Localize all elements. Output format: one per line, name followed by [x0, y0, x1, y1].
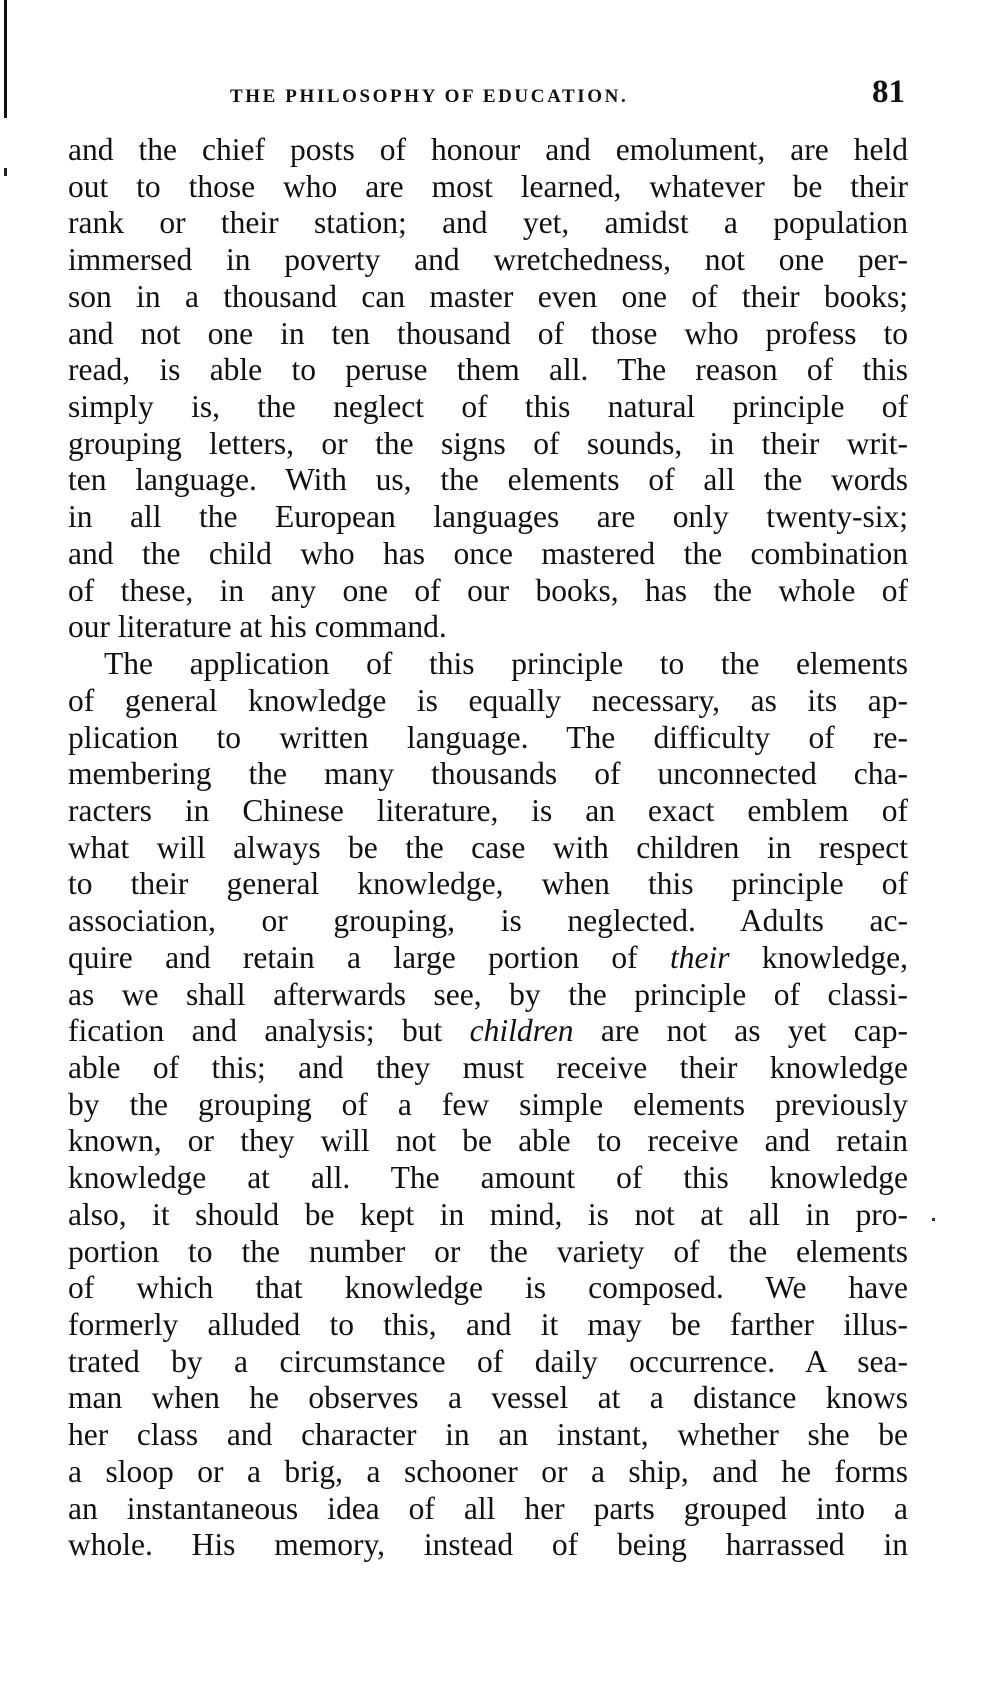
text-line-with-italic — [68, 1013, 908, 1050]
text-line: trated by a circumstance of daily occurrence. A sea- — [68, 1343, 908, 1379]
text-line: an instantaneous idea of all her parts grouped into a — [68, 1490, 908, 1526]
text-line: plication to written language. The difficulty of re- — [68, 719, 908, 755]
text-line: and the child who has once mastered the combination — [68, 535, 908, 571]
text-line: her class and character in an instant, whether she be — [68, 1417, 908, 1453]
text-line: knowledge at all. The amount of this knowledge — [68, 1160, 908, 1196]
text-line: man when he observes a vessel at a distance knows — [68, 1380, 908, 1416]
page-number: 81 — [872, 74, 905, 110]
scan-speck — [932, 1218, 935, 1221]
text-line: by the grouping of a few simple elements previously — [68, 1086, 908, 1122]
text-line: to their general knowledge, when this principle of — [68, 866, 908, 902]
text-line: whole. His memory, instead of being harrassed in — [68, 1527, 908, 1563]
text-line: formerly alluded to this, and it may be farther illus- — [68, 1307, 908, 1342]
text-line: portion to the number or the variety of the elements — [68, 1233, 908, 1269]
text-line-paragraph-start: The application of this principle to the elements — [104, 646, 908, 682]
text-line: immersed in poverty and wretchedness, not one per- — [68, 242, 908, 278]
text-fragment: knowledge, — [729, 939, 908, 975]
text-line: of general knowledge is equally necessary, as its ap- — [68, 682, 908, 718]
scan-speck — [4, 168, 7, 176]
text-line: of which that knowledge is composed. We have — [68, 1270, 908, 1306]
text-fragment: fication and analysis; but — [68, 1013, 470, 1049]
text-fragment: quire and retain a large portion of — [68, 939, 671, 975]
text-line: known, or they will not be able to receive and retain — [68, 1123, 908, 1159]
italic-word: their — [670, 939, 730, 975]
text-line: what will always be the case with children in respect — [68, 829, 908, 865]
text-line: racters in Chinese literature, is an exact emblem of — [68, 792, 908, 828]
text-line-paragraph-end: our literature at his command. — [68, 609, 447, 645]
body-text — [68, 132, 908, 1564]
text-line: rank or their station; and yet, amidst a population — [68, 205, 908, 241]
running-head-title: THE PHILOSOPHY OF EDUCATION. — [230, 86, 629, 107]
text-line: and the chief posts of honour and emolument, are held — [68, 132, 908, 167]
italic-word: children — [469, 1013, 574, 1049]
text-line: membering the many thousands of unconnected cha- — [68, 756, 908, 792]
text-line: a sloop or a brig, a schooner or a ship, and he forms — [68, 1453, 908, 1489]
text-line: out to those who are most learned, whatever be their — [68, 168, 908, 204]
text-line: of these, in any one of our books, has the whole of — [68, 572, 908, 608]
text-line: read, is able to peruse them all. The reason of this — [68, 352, 908, 388]
text-fragment: are not as yet cap- — [573, 1013, 908, 1049]
text-line: ten language. With us, the elements of all the words — [68, 462, 908, 498]
text-line-with-italic — [68, 940, 908, 977]
text-line: association, or grouping, is neglected. Adults ac- — [68, 903, 908, 939]
scan-edge-mark — [4, 0, 7, 118]
text-line: and not one in ten thousand of those who profess to — [68, 315, 908, 351]
text-line: able of this; and they must receive their knowledge — [68, 1049, 908, 1085]
text-line: also, it should be kept in mind, is not at all in pro- — [68, 1196, 908, 1232]
text-line: grouping letters, or the signs of sounds, in their writ- — [68, 425, 908, 461]
text-line: simply is, the neglect of this natural principle of — [68, 389, 908, 425]
text-line: son in a thousand can master even one of their books; — [68, 278, 908, 314]
text-line: in all the European languages are only twenty-six; — [68, 499, 908, 535]
text-line: as we shall afterwards see, by the principle of classi- — [68, 976, 908, 1012]
